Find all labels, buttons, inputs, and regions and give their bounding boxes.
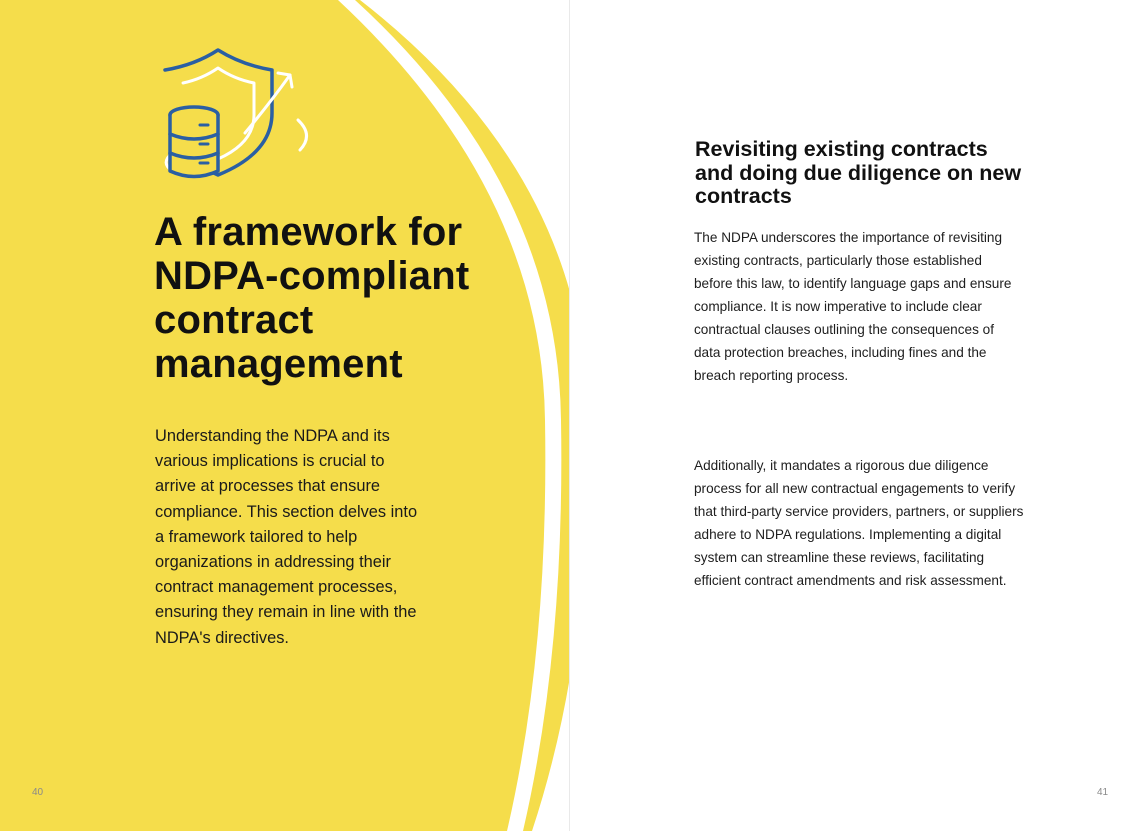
page-number-left: 40 <box>32 787 44 798</box>
body-paragraph: Additionally, it mandates a rigorous due diligence process for all new contractual engagements to verify that third-party service providers, partners, or suppliers adhere to NDPA regulations. Implementing a digital system can streamline these reviews, facilitating efficient contract amendments and risk assessment. <box>694 458 1024 588</box>
page-gutter <box>569 0 570 831</box>
section-heading: Revisiting existing contracts and doing due diligence on new contracts <box>695 137 1022 208</box>
body-paragraph: The NDPA underscores the importance of revisiting existing contracts, particularly those established before this law, to identify language gaps and ensure compliance. It is now imperative to include clear contractual clauses outlining the consequences of data protection breaches, including fines and the breach reporting process. <box>694 230 1012 383</box>
intro-paragraph: Understanding the NDPA and its various implications is crucial to arrive at processes that ensure compliance. This section delves into a framework tailored to help organizations in addressing their contract management processes, ensuring they remain in line with the NDPA's directives. <box>155 427 418 647</box>
page-number-right: 41 <box>1097 787 1109 798</box>
shield-database-growth-icon <box>150 45 325 185</box>
page-title: A framework for NDPA-compliant contract management <box>154 210 470 386</box>
